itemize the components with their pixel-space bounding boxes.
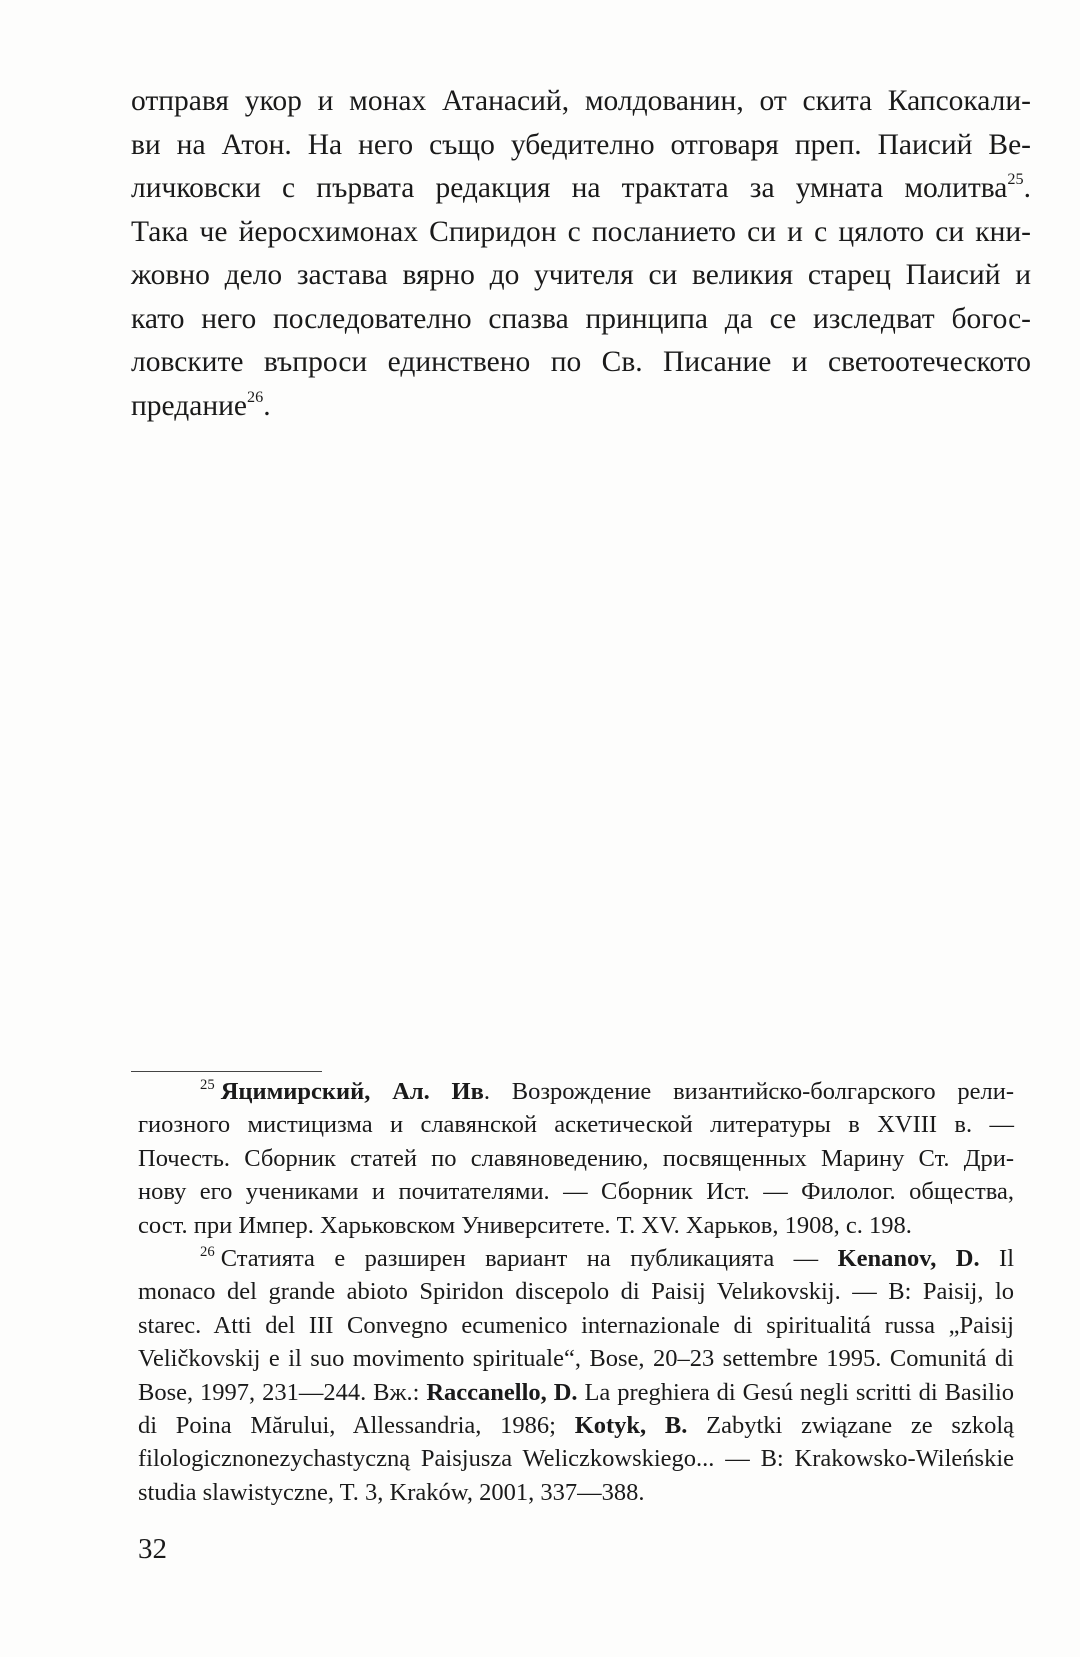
footnote-line: starec. Atti del III Convegno ecumenico internazionale di spiritualitá russa „Paisij	[138, 1311, 1014, 1339]
footnote-line: Veličkovskij e il suo movimento spirituale“, Bose, 20–23 settembre 1995. Comunitá di	[138, 1345, 1014, 1373]
footnote-text: La preghiera di Gesú negli scritti di Basilio	[577, 1378, 1015, 1406]
footnote-author: Kenanov, D.	[837, 1245, 980, 1273]
footnotes	[138, 1075, 1014, 1509]
text-line: отправя укор и монах Атанасий, молдованин, от скита Капсокали-	[131, 85, 1031, 117]
footnote-26	[138, 1242, 1014, 1275]
text-line: ловските въпроси единствено по Св. Писание и светоотеческото	[131, 346, 1031, 378]
footnote-author: Яцимирский, Ал. Ив	[220, 1078, 484, 1105]
footnote-line	[138, 1376, 1014, 1409]
footnote-line: сост. при Импер. Харьковском Университете. Т. XV. Харьков, 1908, с. 198.	[138, 1211, 912, 1239]
footnote-ref-26[interactable]: 26	[247, 387, 264, 406]
footnote-text: di Poina Mărului, Allessandria, 1986;	[138, 1412, 575, 1440]
page-number: 32	[138, 1533, 167, 1565]
footnote-ref-25[interactable]: 25	[1007, 170, 1024, 189]
text-line	[131, 167, 1031, 211]
text-line-content: личковски с първата редакция на трактата за умната молитва	[131, 172, 1008, 204]
footnote-line: studia slawistyczne, T. 3, Kraków, 2001, 337—388.	[138, 1478, 645, 1506]
period: .	[1023, 172, 1031, 204]
text-line	[131, 385, 1031, 429]
footnote-text: . Возрождение византийско-болгарского рели-	[483, 1078, 1014, 1105]
footnote-line: гиозного мистицизма и славянской аскетической литературы в XVIII в. —	[138, 1111, 1014, 1139]
footnote-author: Raccanello, D.	[426, 1378, 578, 1406]
body-paragraph	[131, 80, 1031, 428]
footnote-line	[138, 1409, 1014, 1442]
footnote-marker: 26	[200, 1243, 215, 1260]
text-line: като него последователно спазва принципа да се изследват богос-	[131, 302, 1031, 335]
footnote-text: Bose, 1997, 231—244. Вж.:	[138, 1378, 427, 1406]
footnote-text: Il	[979, 1245, 1015, 1273]
footnote-line: Почесть. Сборник статей по славяноведению, посвященных Марину Ст. Дри-	[138, 1144, 1014, 1172]
text-line: Така че йеросхимонах Спиридон с посланието си и с цялото си кни-	[131, 215, 1031, 248]
footnote-line: нову его учениками и почитателями. — Сборник Ист. — Филолог. общества,	[138, 1178, 1014, 1206]
footnote-separator	[131, 1071, 322, 1072]
footnote-text: Статията е разширен вариант на публикацията —	[220, 1245, 838, 1273]
footnote-line: filologicznonezychastyczną Paisjusza Weliczkowskiego... — В: Krakowsko-Wileńskie	[138, 1445, 1014, 1473]
period: .	[263, 389, 271, 422]
footnote-text: Zabytki związane ze szkolą	[687, 1412, 1015, 1440]
text-line: жовно дело застава вярно до учителя си великия старец Паисий и	[131, 259, 1031, 291]
footnote-author: Kotyk, B.	[574, 1412, 688, 1440]
footnote-line: monaco del grande abioto Spiridon discepolo di Paisij Velиkovskij. — B: Paisij, lo	[138, 1278, 1014, 1306]
text-line: ви на Атон. На него също убедително отговаря преп. Паисий Ве-	[131, 128, 1031, 161]
footnote-marker: 25	[200, 1076, 215, 1093]
text-line-content: предание	[131, 389, 248, 422]
footnote-25	[138, 1075, 1014, 1108]
